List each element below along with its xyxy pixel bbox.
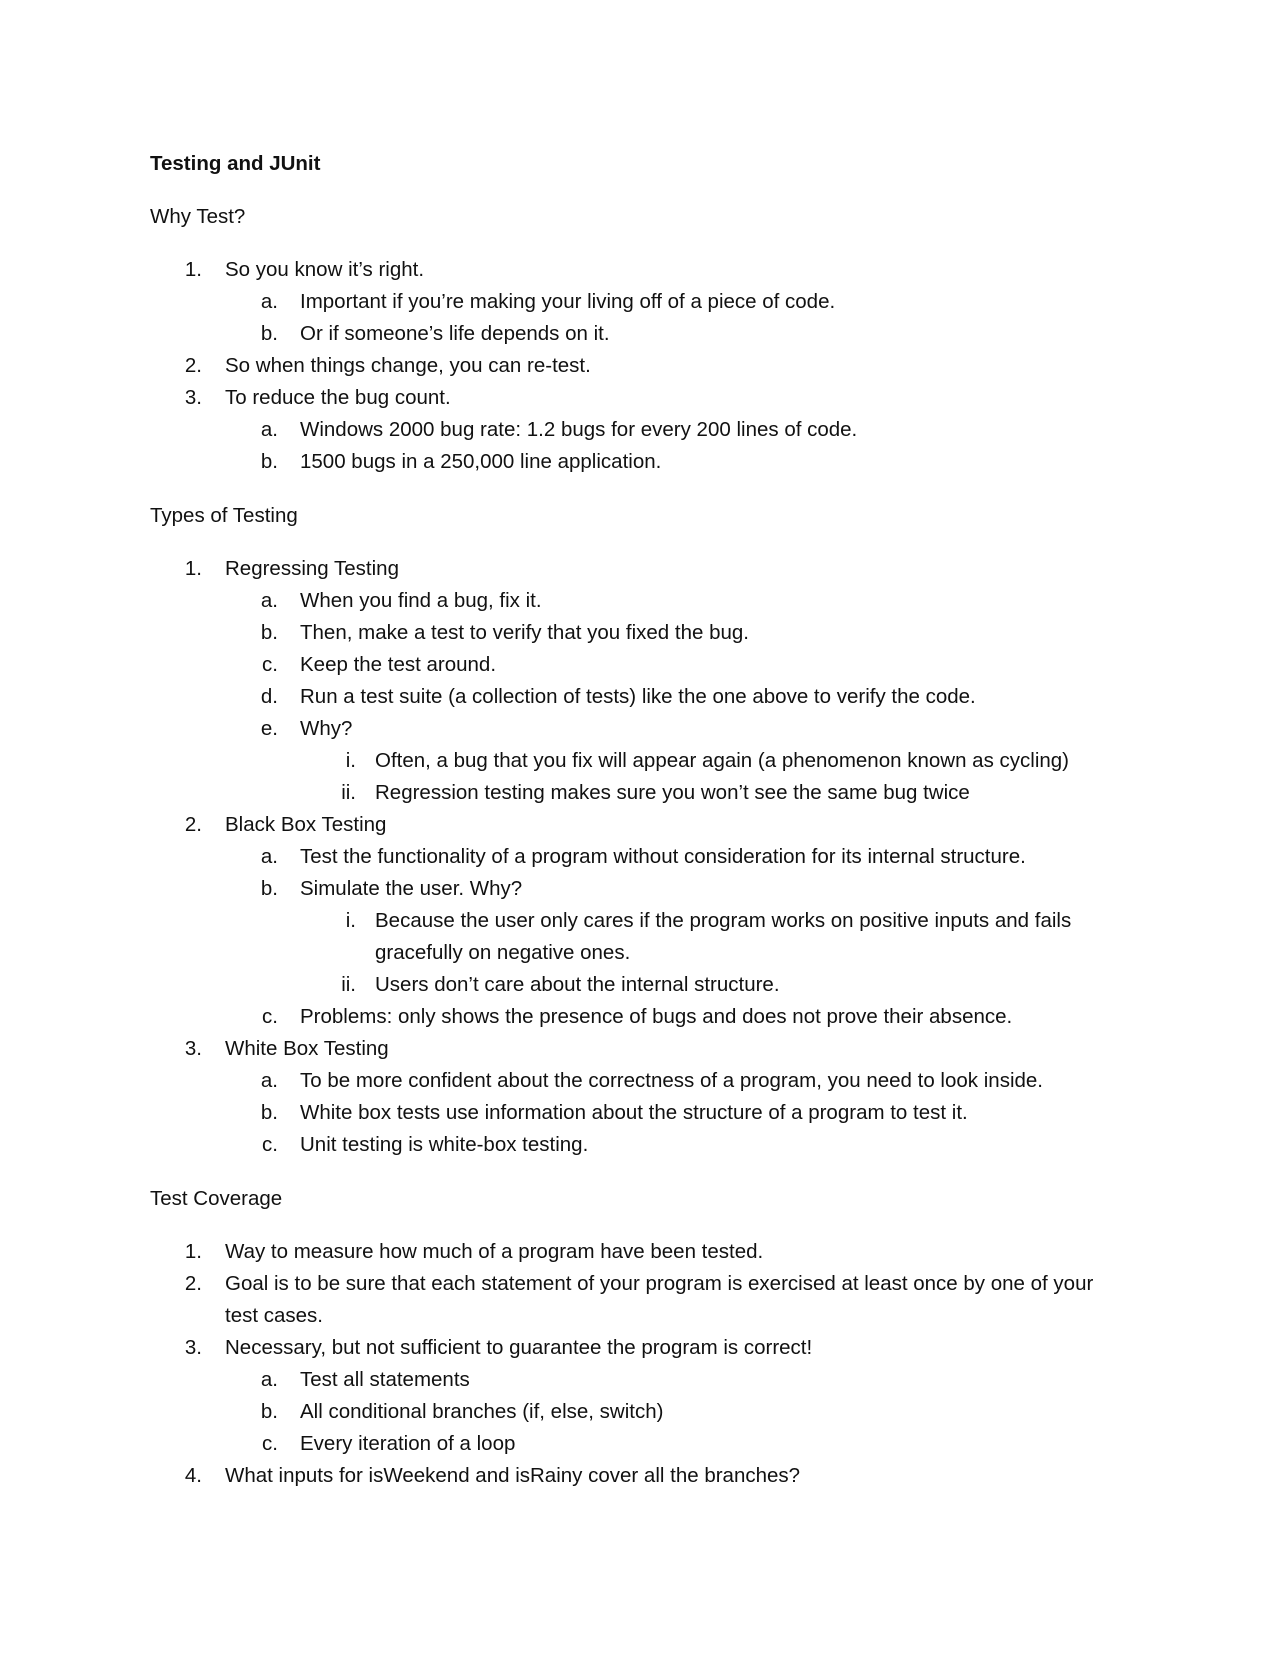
list-roman: i. <box>345 909 356 932</box>
list-letter: a. <box>260 845 278 868</box>
list-number: 3. <box>184 386 202 409</box>
list-subitem: White box tests use information about the structure of a program to test it. <box>300 1101 968 1124</box>
list-roman: i. <box>345 749 356 772</box>
page-title: Testing and JUnit <box>150 152 321 175</box>
list-subsubitem: Users don’t care about the internal structure. <box>375 973 780 996</box>
list-letter: b. <box>260 1400 278 1423</box>
list-subitem: Important if you’re making your living off of a piece of code. <box>300 290 836 313</box>
list-subsubitem: Regression testing makes sure you won’t see the same bug twice <box>375 781 970 804</box>
list-subitem: To be more confident about the correctness of a program, you need to look inside. <box>300 1069 1043 1092</box>
list-number: 4. <box>184 1464 202 1487</box>
section-heading-test-coverage: Test Coverage <box>150 1187 283 1210</box>
list-subitem: Simulate the user. Why? <box>300 877 523 900</box>
list-letter: b. <box>260 621 278 644</box>
list-item: Way to measure how much of a program have been tested. <box>225 1240 764 1263</box>
list-letter: a. <box>260 418 278 441</box>
list-letter: a. <box>260 1069 278 1092</box>
list-subitem: When you find a bug, fix it. <box>300 589 542 612</box>
list-letter: a. <box>260 589 278 612</box>
list-subitem: Then, make a test to verify that you fixed the bug. <box>300 621 749 644</box>
list-number: 1. <box>184 258 202 281</box>
list-subitem: Test all statements <box>300 1368 470 1391</box>
list-subitem: Every iteration of a loop <box>300 1432 516 1455</box>
list-item: White Box Testing <box>225 1037 389 1060</box>
list-letter: b. <box>260 1101 278 1124</box>
list-number: 2. <box>184 813 202 836</box>
list-subsubitem: Often, a bug that you fix will appear again (a phenomenon known as cycling) <box>375 749 1069 772</box>
list-roman: ii. <box>341 973 356 996</box>
list-letter: e. <box>260 717 278 740</box>
list-letter: c. <box>262 1432 278 1455</box>
list-letter: b. <box>260 450 278 473</box>
list-letter: b. <box>260 322 278 345</box>
list-subitem: Test the functionality of a program without consideration for its internal structure. <box>300 845 1026 868</box>
list-letter: b. <box>260 877 278 900</box>
list-roman: ii. <box>341 781 356 804</box>
list-subitem: All conditional branches (if, else, switch) <box>300 1400 664 1423</box>
section-heading-types-of-testing: Types of Testing <box>150 504 298 527</box>
list-letter: c. <box>262 1133 278 1156</box>
list-number: 2. <box>184 354 202 377</box>
list-number: 3. <box>184 1037 202 1060</box>
list-letter: a. <box>260 1368 278 1391</box>
list-number: 3. <box>184 1336 202 1359</box>
list-item-continuation: test cases. <box>225 1304 323 1327</box>
list-letter: c. <box>262 653 278 676</box>
list-subitem: Windows 2000 bug rate: 1.2 bugs for every 200 lines of code. <box>300 418 858 441</box>
list-item: So you know it’s right. <box>225 258 425 281</box>
list-subitem: 1500 bugs in a 250,000 line application. <box>300 450 662 473</box>
list-subitem: Run a test suite (a collection of tests) like the one above to verify the code. <box>300 685 976 708</box>
list-subitem: Why? <box>300 717 353 740</box>
list-item: Necessary, but not sufficient to guarantee the program is correct! <box>225 1336 813 1359</box>
section-heading-why-test: Why Test? <box>150 205 246 228</box>
list-subsubitem-continuation: gracefully on negative ones. <box>375 941 631 964</box>
list-item: Black Box Testing <box>225 813 387 836</box>
list-number: 2. <box>184 1272 202 1295</box>
list-item: To reduce the bug count. <box>225 386 451 409</box>
list-subitem: Unit testing is white-box testing. <box>300 1133 589 1156</box>
list-letter: a. <box>260 290 278 313</box>
list-item: So when things change, you can re-test. <box>225 354 591 377</box>
list-number: 1. <box>184 1240 202 1263</box>
list-item: What inputs for isWeekend and isRainy cover all the branches? <box>225 1464 801 1487</box>
list-item: Regressing Testing <box>225 557 399 580</box>
list-letter: d. <box>260 685 278 708</box>
list-subitem: Keep the test around. <box>300 653 497 676</box>
list-letter: c. <box>262 1005 278 1028</box>
list-number: 1. <box>184 557 202 580</box>
list-subitem: Or if someone’s life depends on it. <box>300 322 610 345</box>
list-item: Goal is to be sure that each statement of your program is exercised at least once by one of your <box>225 1272 1094 1295</box>
list-subsubitem: Because the user only cares if the program works on positive inputs and fails <box>375 909 1072 932</box>
list-subitem: Problems: only shows the presence of bugs and does not prove their absence. <box>300 1005 1013 1028</box>
